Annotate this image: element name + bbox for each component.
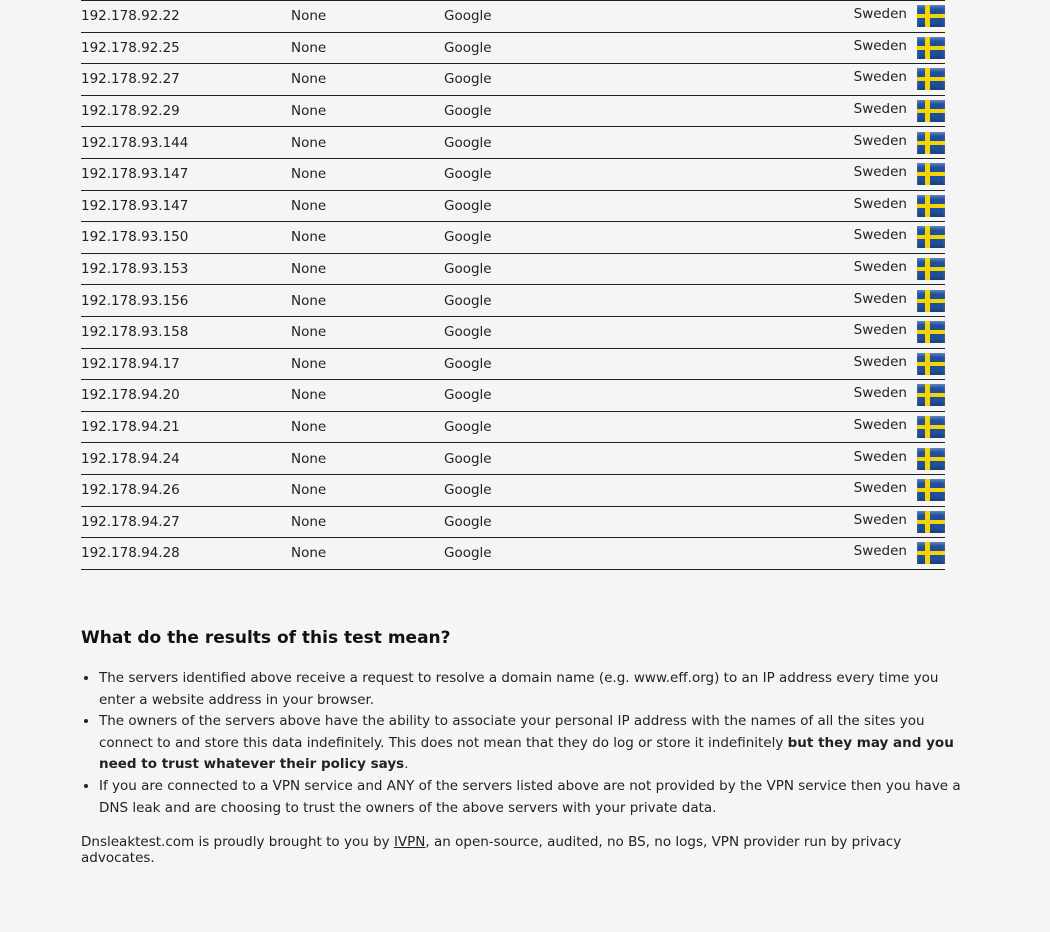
- hostname-cell: None: [291, 316, 444, 348]
- hostname-cell: None: [291, 506, 444, 538]
- sweden-flag-icon: [917, 384, 945, 406]
- table-row: [81, 64, 945, 96]
- country-cell: [616, 95, 945, 127]
- country-cell: [616, 443, 945, 475]
- isp-cell: Google: [444, 190, 616, 222]
- isp-cell: Google: [444, 380, 616, 412]
- table-row: [81, 32, 945, 64]
- hostname-cell: None: [291, 222, 444, 254]
- table-row: [81, 127, 945, 159]
- hostname-cell: None: [291, 380, 444, 412]
- country-name: Sweden: [853, 448, 907, 465]
- country-name: Sweden: [853, 164, 907, 181]
- sweden-flag-icon: [917, 290, 945, 312]
- info-bullet-vpn: [99, 776, 961, 819]
- country-name: Sweden: [853, 385, 907, 402]
- country-cell: [616, 190, 945, 222]
- ip-cell: 192.178.94.24: [81, 443, 291, 475]
- info-bullet-text: If you are connected to a VPN service and ANY of the servers listed above are not provided by the VPN service then you have a DNS leak and are choosing to trust the owners of the above servers with your private data.: [99, 777, 961, 816]
- ip-cell: 192.178.94.28: [81, 538, 291, 570]
- table-row: [81, 285, 945, 317]
- isp-cell: Google: [444, 411, 616, 443]
- dns-results-table: [81, 0, 945, 570]
- ip-cell: 192.178.92.29: [81, 95, 291, 127]
- country-cell: [616, 158, 945, 190]
- footer-suffix: , an open-source, audited, no BS, no logs, VPN provider run by privacy advocates.: [81, 834, 902, 866]
- ip-cell: 192.178.92.25: [81, 32, 291, 64]
- sweden-flag-icon: [917, 353, 945, 375]
- ivpn-link[interactable]: IVPN: [393, 834, 426, 850]
- table-row: [81, 316, 945, 348]
- sweden-flag-icon: [917, 68, 945, 90]
- sweden-flag-icon: [917, 416, 945, 438]
- table-row: [81, 1, 945, 33]
- country-cell: [616, 506, 945, 538]
- footer-prefix: Dnsleaktest.com is proudly brought to you by: [81, 834, 394, 850]
- ip-cell: 192.178.93.147: [81, 158, 291, 190]
- isp-cell: Google: [444, 127, 616, 159]
- table-row: [81, 158, 945, 190]
- isp-cell: Google: [444, 95, 616, 127]
- country-name: Sweden: [853, 6, 907, 23]
- country-cell: [616, 32, 945, 64]
- country-name: Sweden: [853, 37, 907, 54]
- info-bullet-text: .: [404, 756, 409, 773]
- sweden-flag-icon: [917, 100, 945, 122]
- isp-cell: Google: [444, 348, 616, 380]
- table-row: [81, 95, 945, 127]
- country-name: Sweden: [853, 195, 907, 212]
- footer-text: [81, 834, 961, 866]
- info-bullet-servers: [99, 668, 961, 711]
- sweden-flag-icon: [917, 226, 945, 248]
- info-bullet-bold-text: but they may and you need to trust whatever their policy says: [99, 734, 954, 773]
- country-name: Sweden: [853, 227, 907, 244]
- country-name: Sweden: [853, 322, 907, 339]
- isp-cell: Google: [444, 443, 616, 475]
- isp-cell: Google: [444, 316, 616, 348]
- table-row: [81, 538, 945, 570]
- country-cell: [616, 1, 945, 33]
- ip-cell: 192.178.92.22: [81, 1, 291, 33]
- hostname-cell: None: [291, 474, 444, 506]
- country-name: Sweden: [853, 543, 907, 560]
- sweden-flag-icon: [917, 542, 945, 564]
- hostname-cell: None: [291, 253, 444, 285]
- hostname-cell: None: [291, 127, 444, 159]
- isp-cell: Google: [444, 32, 616, 64]
- ip-cell: 192.178.94.26: [81, 474, 291, 506]
- isp-cell: Google: [444, 506, 616, 538]
- hostname-cell: None: [291, 190, 444, 222]
- hostname-cell: None: [291, 95, 444, 127]
- table-row: [81, 506, 945, 538]
- info-heading: What do the results of this test mean?: [81, 628, 451, 648]
- info-bullet-text: The owners of the servers above have the ability to associate your personal IP address with the names of all the sites you connect to and store this data indefinitely. This does not mean that they do log or store it indefinitely: [99, 713, 925, 751]
- isp-cell: Google: [444, 1, 616, 33]
- ip-cell: 192.178.94.20: [81, 380, 291, 412]
- country-cell: [616, 538, 945, 570]
- country-name: Sweden: [853, 132, 907, 149]
- info-bullet-owners: [99, 711, 961, 776]
- sweden-flag-icon: [917, 479, 945, 501]
- sweden-flag-icon: [917, 37, 945, 59]
- results-container: [81, 0, 945, 570]
- ip-cell: 192.178.92.27: [81, 64, 291, 96]
- country-name: Sweden: [853, 290, 907, 307]
- sweden-flag-icon: [917, 511, 945, 533]
- ip-cell: 192.178.94.17: [81, 348, 291, 380]
- hostname-cell: None: [291, 1, 444, 33]
- table-row: [81, 253, 945, 285]
- isp-cell: Google: [444, 253, 616, 285]
- hostname-cell: None: [291, 32, 444, 64]
- info-bullet-text: The servers identified above receive a request to resolve a domain name (e.g. www.eff.org) to an IP address every time you enter a website address in your browser.: [99, 670, 939, 708]
- hostname-cell: None: [291, 411, 444, 443]
- country-cell: [616, 348, 945, 380]
- ip-cell: 192.178.93.150: [81, 222, 291, 254]
- table-row: [81, 443, 945, 475]
- sweden-flag-icon: [917, 321, 945, 343]
- hostname-cell: None: [291, 64, 444, 96]
- country-cell: [616, 411, 945, 443]
- isp-cell: Google: [444, 285, 616, 317]
- country-name: Sweden: [853, 101, 907, 118]
- isp-cell: Google: [444, 64, 616, 96]
- results-table-body: [81, 1, 945, 570]
- ip-cell: 192.178.93.156: [81, 285, 291, 317]
- ip-cell: 192.178.93.153: [81, 253, 291, 285]
- sweden-flag-icon: [917, 163, 945, 185]
- hostname-cell: None: [291, 285, 444, 317]
- table-row: [81, 222, 945, 254]
- country-cell: [616, 474, 945, 506]
- ip-cell: 192.178.93.144: [81, 127, 291, 159]
- sweden-flag-icon: [917, 132, 945, 154]
- table-row: [81, 411, 945, 443]
- isp-cell: Google: [444, 222, 616, 254]
- ip-cell: 192.178.94.27: [81, 506, 291, 538]
- hostname-cell: None: [291, 538, 444, 570]
- country-cell: [616, 380, 945, 412]
- isp-cell: Google: [444, 158, 616, 190]
- country-name: Sweden: [853, 353, 907, 370]
- country-name: Sweden: [853, 69, 907, 86]
- country-cell: [616, 222, 945, 254]
- country-cell: [616, 64, 945, 96]
- sweden-flag-icon: [917, 5, 945, 27]
- ip-cell: 192.178.93.147: [81, 190, 291, 222]
- sweden-flag-icon: [917, 258, 945, 280]
- country-cell: [616, 316, 945, 348]
- country-cell: [616, 127, 945, 159]
- hostname-cell: None: [291, 348, 444, 380]
- hostname-cell: None: [291, 443, 444, 475]
- table-row: [81, 474, 945, 506]
- sweden-flag-icon: [917, 195, 945, 217]
- ip-cell: 192.178.93.158: [81, 316, 291, 348]
- sweden-flag-icon: [917, 448, 945, 470]
- isp-cell: Google: [444, 538, 616, 570]
- table-row: [81, 348, 945, 380]
- country-cell: [616, 285, 945, 317]
- ip-cell: 192.178.94.21: [81, 411, 291, 443]
- table-row: [81, 190, 945, 222]
- hostname-cell: None: [291, 158, 444, 190]
- country-name: Sweden: [853, 511, 907, 528]
- country-name: Sweden: [853, 417, 907, 434]
- country-name: Sweden: [853, 480, 907, 497]
- info-list: [81, 668, 961, 819]
- country-name: Sweden: [853, 259, 907, 276]
- isp-cell: Google: [444, 474, 616, 506]
- table-row: [81, 380, 945, 412]
- country-cell: [616, 253, 945, 285]
